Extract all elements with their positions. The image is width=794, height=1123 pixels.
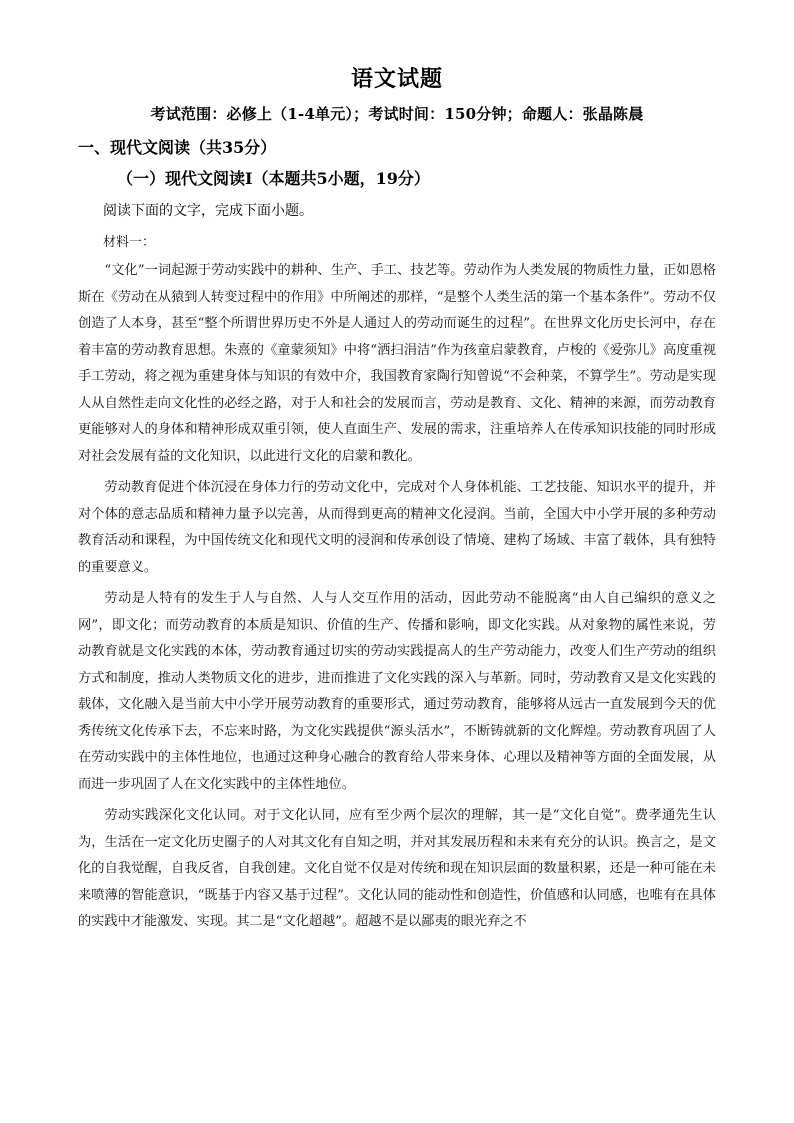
material-label: 材料一： (103, 235, 156, 250)
page-title: 语文试题 (350, 66, 443, 92)
paragraph: 劳动实践深化文化认同。对于文化认同，应有至少两个层次的理解，其一是“文化自觉”。费孝通先生认为，生活在一定文化历史圈子的人对其文化有自知之明，并对其发展历程和未来有充分的认识。换言之，是文化的自我觉醒，自我反省，自我创建。文化自觉不仅是对传统和现在知识层面的数量积累，还是一种可能在未来喷薄的智能意识，“既基于内容又基于过程”。文化认同的能动性和创造性，价值感和认同感，也唯有在具体的实践中才能激发、实现。其二是“文化超越”。超越不是以鄙夷的眼光弃之不 (78, 808, 716, 929)
section-heading: 一、现代文阅读（共35分） (78, 138, 277, 157)
passage-body (78, 258, 716, 936)
paragraph: “文化”一词起源于劳动实践中的耕种、生产、手工、技艺等。劳动作为人类发展的物质性力量，正如恩格斯在《劳动在从猿到人转变过程中的作用》中所阐述的那样，“是整个人类生活的第一个基本条件”。劳动不仅创造了人本身，甚至“整个所谓世界历史不外是人通过人的劳动而诞生的过程”。在世界文化历史长河中，存在着丰富的劳动教育思想。朱熹的《童蒙须知》中将“洒扫涓洁”作为孩童启蒙教育，卢梭的《爱弥儿》高度重视手工劳动，将之视为重建身体与知识的有效中介，我国教育家陶行知曾说“不会种菜，不算学生”。劳动是实现人从自然性走向文化性的必经之路，对于人和社会的发展而言，劳动是教育、文化、精神的来源，而劳动教育更能够对人的身体和精神形成双重引领，使人直面生产、发展的需求，注重培养人在传承知识技能的同时形成对社会发展有益的文化知识，以此进行文化的启蒙和教化。 (78, 263, 716, 464)
exam-info: 考试范围：必修上（1-4单元）；考试时间：150分钟；命题人：张晶陈晨 (150, 105, 644, 123)
paragraph: 劳动是人特有的发生于人与自然、人与人交互作用的活动，因此劳动不能脱离“由人自己编织的意义之网”，即文化；而劳动教育的本质是知识、价值的生产、传播和影响，即文化实践。从对象物的属性来说，劳动教育就是文化实践的本体，劳动教育通过切实的劳动实践提高人的生产劳动能力，改变人们生产劳动的组织方式和制度，推动人类物质文化的进步，进而推进了文化实践的深入与革新。同时，劳动教育又是文化实践的载体，文化融入是当前大中小学开展劳动教育的重要形式，通过劳动教育，能够将从远古一直发展到今天的优秀传统文化传承下去，不忘来时路，为文化实践提供“源头活水”，不断铸就新的文化辉煌。劳动教育巩固了人在劳动实践中的主体性地位，也通过这种身心融合的教育给人带来身体、心理以及精神等方面的全面发展，从而进一步巩固了人在文化实践中的主体性地位。 (78, 591, 716, 792)
subsection-heading: （一）现代文阅读Ⅰ（本题共5小题，19分） (117, 169, 430, 188)
reading-instruction: 阅读下面的文字，完成下面小题。 (103, 203, 313, 219)
paragraph: 劳动教育促进个体沉浸在身体力行的劳动文化中，完成对个人身体机能、工艺技能、知识水平的提升，并对个体的意志品质和精神力量予以完善，从而得到更高的精神文化浸润。当前，全国大中小学开展的多种劳动教育活动和课程，为中国传统文化和现代文明的浸润和传承创设了情境、建构了场域、丰富了载体，具有独特的重要意义。 (78, 480, 716, 575)
